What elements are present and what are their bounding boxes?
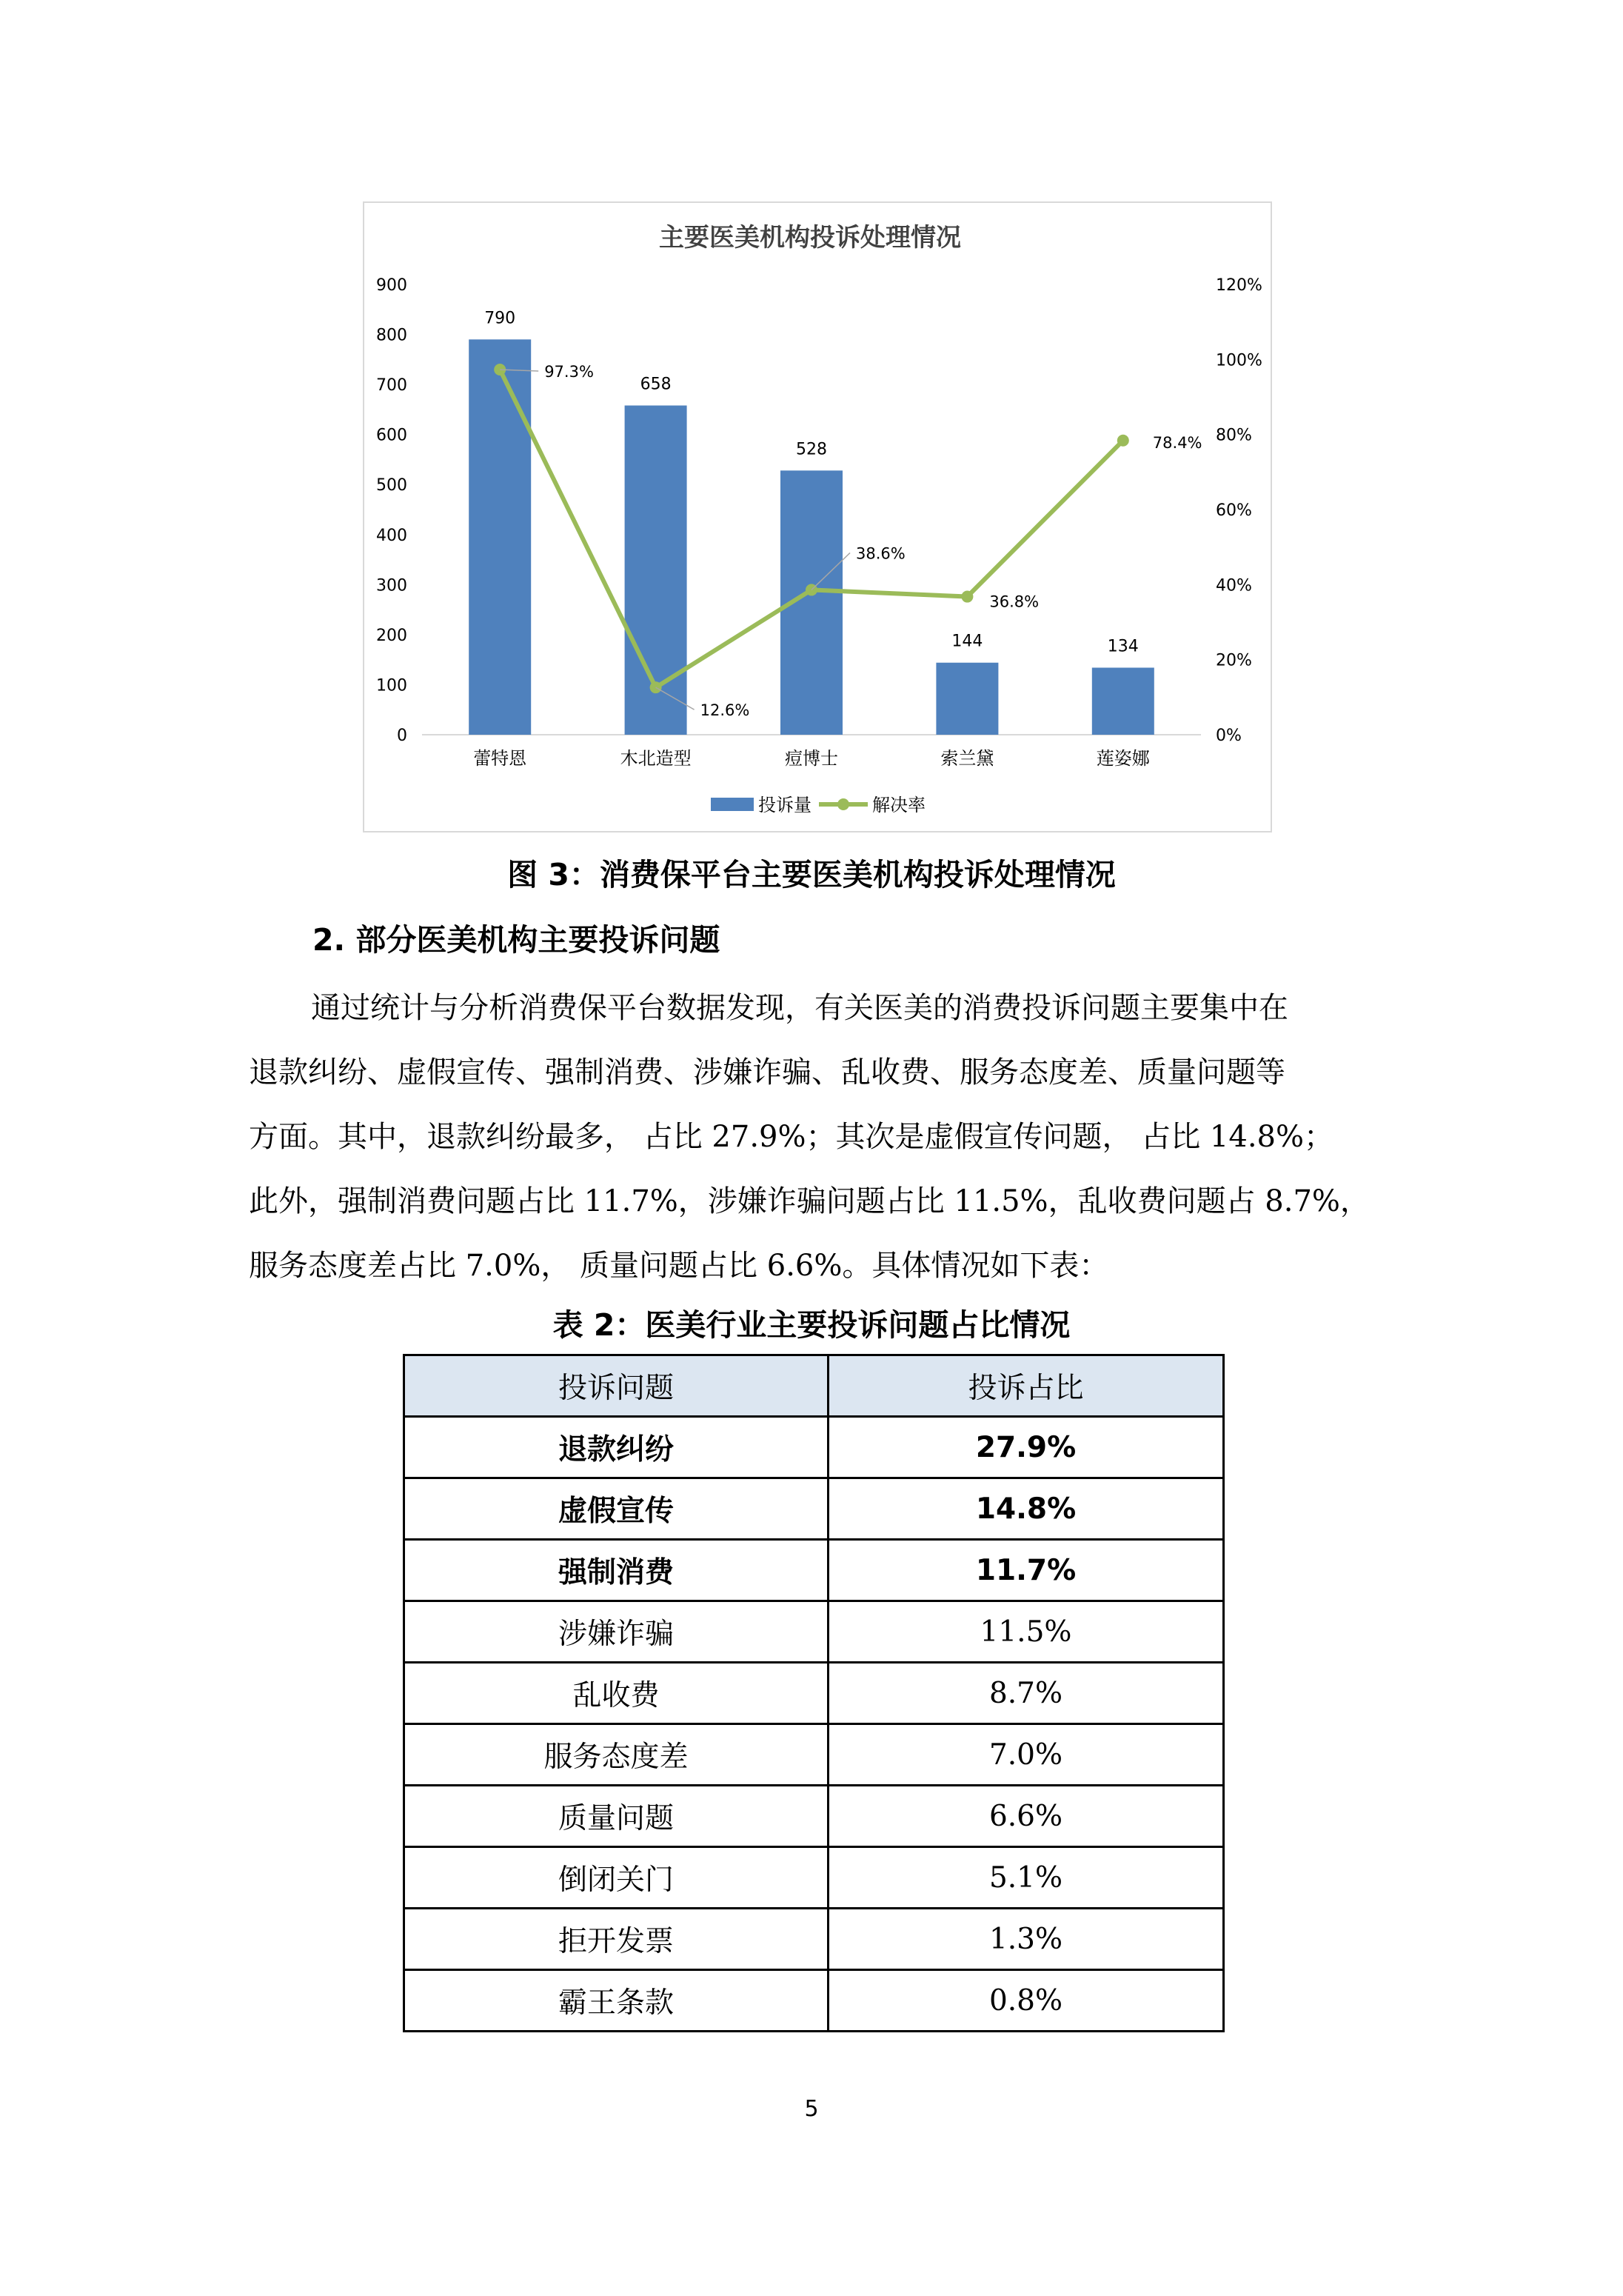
y-left-tick-label: 0 xyxy=(397,727,407,745)
line-point-3 xyxy=(961,591,973,603)
y-left-tick-label: 100 xyxy=(376,676,407,695)
table-row xyxy=(404,1478,1224,1540)
table-row xyxy=(404,1663,1224,1724)
complaint-share-table xyxy=(403,1354,1225,2032)
table-row xyxy=(404,1540,1224,1601)
y-right-tick-label: 80% xyxy=(1216,426,1252,445)
y-right-tick-label: 60% xyxy=(1216,501,1252,520)
bar-value-label: 134 xyxy=(1107,637,1139,656)
issue-cell: 倒闭关门 xyxy=(404,1847,829,1909)
header-issue: 投诉问题 xyxy=(404,1355,829,1417)
paragraph-line: 方面。其中，退款纠纷最多， 占比 27.9%；其次是虚假宣传问题， 占比 14.8%； xyxy=(249,1120,1333,1154)
complaint-chart xyxy=(364,203,1271,831)
share-cell: 11.7% xyxy=(829,1540,1224,1601)
share-cell: 14.8% xyxy=(829,1478,1224,1540)
y-left-tick-label: 300 xyxy=(376,576,407,595)
bar-0 xyxy=(469,339,531,735)
table-row xyxy=(404,1417,1224,1478)
legend-swatch-resolution-marker xyxy=(837,798,849,810)
section-heading: 2. 部分医美机构主要投诉问题 xyxy=(312,922,720,958)
y-left-tick-label: 800 xyxy=(376,326,407,345)
figure-caption: 图 3：消费保平台主要医美机构投诉处理情况 xyxy=(507,857,1116,892)
x-tick-label: 索兰黛 xyxy=(940,748,994,769)
table-row xyxy=(404,1847,1224,1909)
y-right-tick-label: 20% xyxy=(1216,651,1252,670)
y-right-tick-label: 120% xyxy=(1216,276,1262,295)
legend-swatch-complaints xyxy=(711,798,754,811)
share-cell: 8.7% xyxy=(829,1663,1224,1724)
paragraph-line: 服务态度差占比 7.0%， 质量问题占比 6.6%。具体情况如下表： xyxy=(249,1249,1109,1283)
y-left-tick-label: 400 xyxy=(376,526,407,545)
issue-cell: 霸王条款 xyxy=(404,1970,829,2032)
share-cell: 27.9% xyxy=(829,1417,1224,1478)
bar-value-label: 658 xyxy=(640,375,672,394)
paragraph-line: 退款纠纷、虚假宣传、强制消费、涉嫌诈骗、乱收费、服务态度差、质量问题等 xyxy=(249,1055,1285,1089)
table-row xyxy=(404,1724,1224,1786)
line-value-label: 78.4% xyxy=(1152,433,1202,452)
bar-value-label: 144 xyxy=(951,632,983,651)
y-right-tick-label: 40% xyxy=(1216,576,1252,595)
table-row xyxy=(404,1909,1224,1970)
line-value-label: 38.6% xyxy=(856,544,906,563)
line-value-label: 36.8% xyxy=(989,593,1040,611)
issue-cell: 虚假宣传 xyxy=(404,1478,829,1540)
issue-cell: 服务态度差 xyxy=(404,1724,829,1786)
line-point-1 xyxy=(650,681,662,693)
page-number: 5 xyxy=(804,2096,819,2122)
bar-value-label: 528 xyxy=(796,440,827,459)
y-left-tick-label: 900 xyxy=(376,276,407,295)
issue-cell: 质量问题 xyxy=(404,1786,829,1847)
issue-cell: 强制消费 xyxy=(404,1540,829,1601)
y-right-tick-label: 100% xyxy=(1216,351,1262,370)
table-row xyxy=(404,1601,1224,1663)
chart-title: 主要医美机构投诉处理情况 xyxy=(659,223,961,253)
share-cell: 0.8% xyxy=(829,1970,1224,2032)
y-right-tick-label: 0% xyxy=(1216,727,1242,745)
table-header-row xyxy=(404,1355,1224,1417)
share-cell: 6.6% xyxy=(829,1786,1224,1847)
paragraph-line: 通过统计与分析消费保平台数据发现，有关医美的消费投诉问题主要集中在 xyxy=(311,991,1288,1025)
bar-3 xyxy=(936,663,998,735)
line-value-label: 97.3% xyxy=(544,363,594,381)
x-tick-label: 痘博士 xyxy=(785,748,838,769)
body-paragraph xyxy=(249,976,1396,1298)
table-row xyxy=(404,1786,1224,1847)
table-caption: 表 2：医美行业主要投诉问题占比情况 xyxy=(552,1307,1071,1343)
chart-container xyxy=(363,201,1272,832)
issue-cell: 退款纠纷 xyxy=(404,1417,829,1478)
y-left-tick-label: 200 xyxy=(376,626,407,645)
x-tick-label: 木北造型 xyxy=(620,748,692,769)
legend-label-complaints: 投诉量 xyxy=(758,795,812,815)
bar-4 xyxy=(1092,667,1154,735)
x-tick-label: 蕾特恩 xyxy=(473,748,527,769)
y-left-tick-label: 700 xyxy=(376,376,407,396)
y-left-tick-label: 600 xyxy=(376,426,407,445)
issue-cell: 乱收费 xyxy=(404,1663,829,1724)
share-cell: 5.1% xyxy=(829,1847,1224,1909)
share-cell: 1.3% xyxy=(829,1909,1224,1970)
share-cell: 11.5% xyxy=(829,1601,1224,1663)
y-left-tick-label: 500 xyxy=(376,476,407,495)
bar-value-label: 790 xyxy=(484,309,516,328)
paragraph-line: 此外，强制消费问题占比 11.7%，涉嫌诈骗问题占比 11.5%，乱收费问题占 8.7%， xyxy=(249,1184,1370,1218)
x-tick-label: 莲姿娜 xyxy=(1096,748,1150,769)
legend-label-resolution: 解决率 xyxy=(872,795,926,815)
table-body xyxy=(404,1417,1224,2032)
line-value-label: 12.6% xyxy=(700,701,750,720)
share-cell: 7.0% xyxy=(829,1724,1224,1786)
issue-cell: 涉嫌诈骗 xyxy=(404,1601,829,1663)
line-point-4 xyxy=(1117,435,1129,447)
table-row xyxy=(404,1970,1224,2032)
issue-cell: 拒开发票 xyxy=(404,1909,829,1970)
header-share: 投诉占比 xyxy=(829,1355,1224,1417)
